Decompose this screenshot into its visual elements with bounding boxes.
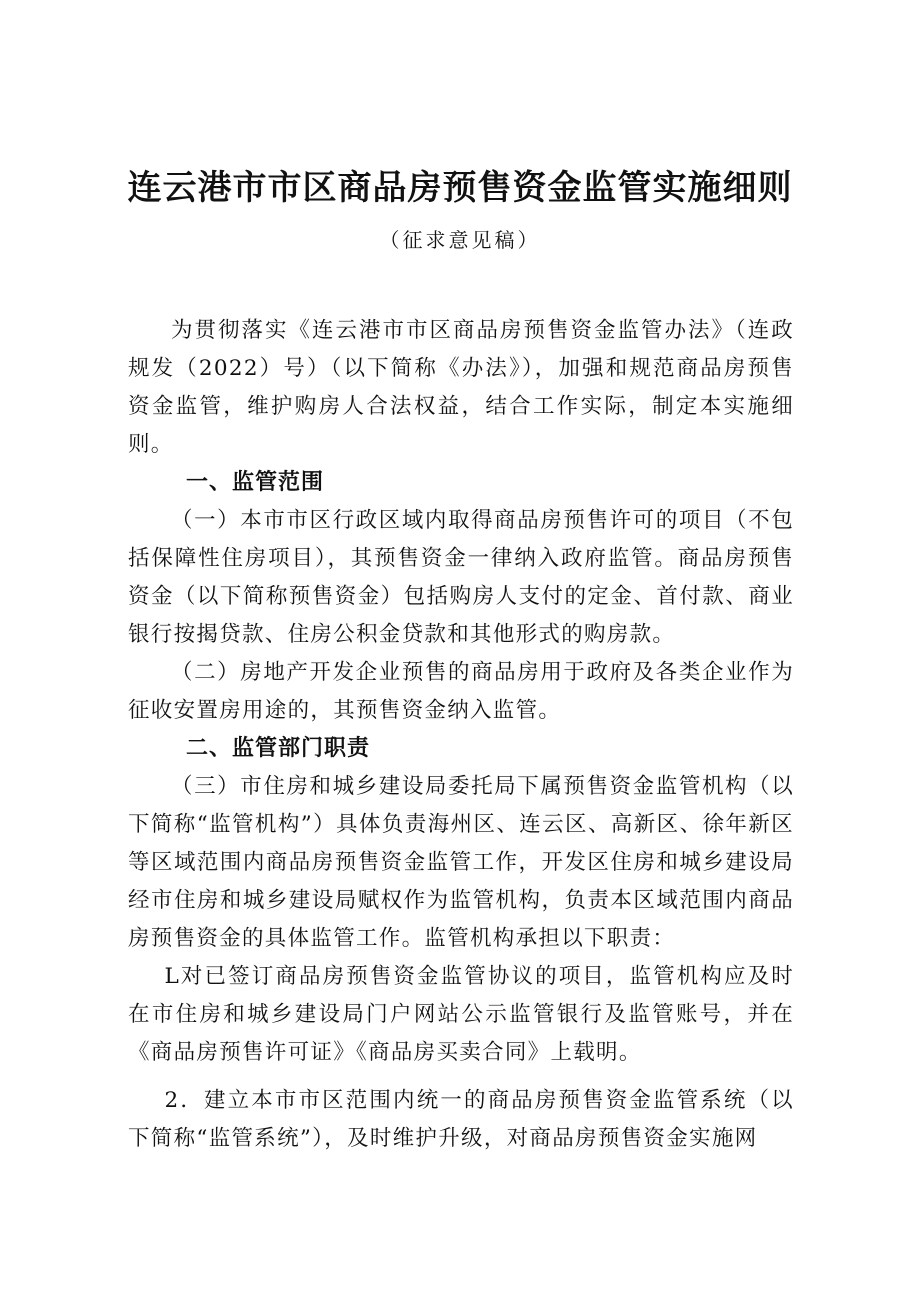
section-2-item-1: L对已签订商品房预售资金监管协议的项目，监管机构应及时在市住房和城乡建设局门户网站公示监管银行及监管账号，并在《商品房预售许可证》《商品房买卖合同》上载明。: [128, 964, 794, 1065]
section-heading-scope: 一、监管范围: [186, 470, 325, 495]
section-1-paragraph-2: （二）房地产开发企业预售的商品房用于政府及各类企业作为征收安置房用途的，其预售资金纳入监管。: [128, 660, 794, 723]
document-title: 连云港市市区商品房预售资金监管实施细则: [127, 168, 793, 208]
section-2-paragraph-1: （三）市住房和城乡建设局委托局下属预售资金监管机构（以下简称“监管机构”）具体负责海州区、连云区、高新区、徐年新区等区域范围内商品房预售资金监管工作，开发区住房和城乡建设局经市住房和城乡建设局赋权作为监管机构，负责本区域范围内商品房预售资金的具体监管工作。监管机构承担以下职责：: [128, 774, 794, 951]
section-1-paragraph-1: （一）本市市区行政区域内取得商品房预售许可的项目（不包括保障性住房项目），其预售资金一律纳入政府监管。商品房预售资金（以下简称预售资金）包括购房人支付的定金、首付款、商业银行按揭贷款、住房公积金贷款和其他形式的购房款。: [128, 508, 794, 647]
document-body: [128, 312, 794, 1158]
document-subtitle: （征求意见稿）: [379, 228, 541, 252]
intro-paragraph: 为贯彻落实《连云港市市区商品房预售资金监管办法》（连政规发（2022）号）（以下简称《办法》），加强和规范商品房预售资金监管，维护购房人合法权益，结合工作实际，制定本实施细则。: [128, 318, 794, 457]
section-2-item-2: 2．建立本市市区范围内统一的商品房预售资金监管系统（以下简称“监管系统”），及时维护升级，对商品房预售资金实施网: [128, 1088, 794, 1151]
section-heading-duties: 二、监管部门职责: [186, 736, 371, 761]
